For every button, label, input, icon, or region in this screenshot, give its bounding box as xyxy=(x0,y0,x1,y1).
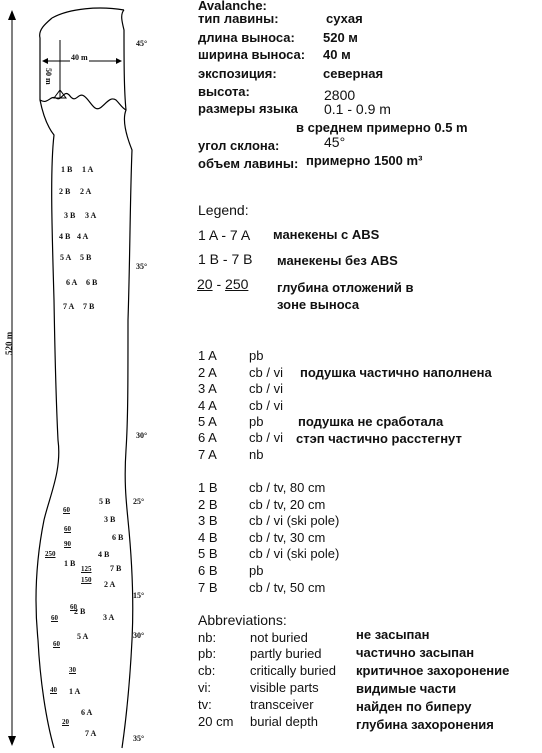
abbreviations-title: Abbreviations: xyxy=(198,612,287,628)
dummy-marker: 2 A xyxy=(104,580,116,589)
param-label: размеры языка xyxy=(198,101,298,116)
param-value: 2800 xyxy=(324,87,356,103)
dummy-id: 3 A xyxy=(198,381,217,396)
dummy-id: 1 B xyxy=(198,480,218,495)
dummy-marker: 3 B xyxy=(64,211,76,220)
dummy-marker: 6 A xyxy=(81,708,93,717)
param-value: северная xyxy=(323,66,384,81)
depth-value: 250 xyxy=(45,550,56,558)
dummy-code: cb / vi (ski pole) xyxy=(249,546,340,561)
arrow-down-icon xyxy=(8,736,16,746)
dummy-marker: 6 B xyxy=(112,533,124,542)
slope-angle: 35° xyxy=(136,262,148,271)
avalanche-title: Avalanche: xyxy=(198,0,267,13)
dummy-id: 3 B xyxy=(198,513,218,528)
param-value: сухая xyxy=(326,11,363,26)
abbr-key: cb: xyxy=(198,663,216,678)
dummy-id: 2 A xyxy=(198,365,217,380)
legend-title: Legend: xyxy=(198,202,249,218)
depth-value: 60 xyxy=(53,640,60,648)
dummy-marker: 7 A xyxy=(85,729,97,738)
dummy-id: 6 B xyxy=(198,563,218,578)
param-label: ширина выноса: xyxy=(198,47,306,62)
dummy-code: cb / vi xyxy=(249,365,283,380)
abbr-key: vi: xyxy=(198,680,211,695)
dummy-marker: 7 B xyxy=(83,302,95,311)
dummy-code: cb / vi xyxy=(249,398,283,413)
slope-angle: 45° xyxy=(136,39,148,48)
dummy-code: cb / tv, 80 cm xyxy=(249,480,326,495)
dummy-code: cb / tv, 20 cm xyxy=(249,497,326,512)
param-label: высота: xyxy=(198,84,250,99)
dummy-marker: 4 B xyxy=(98,550,110,559)
depth-value: 60 xyxy=(51,614,58,622)
depth-value: 125 xyxy=(81,565,92,573)
dummy-marker: 2 A xyxy=(80,187,92,196)
param-label: объем лавины: xyxy=(198,156,299,171)
legend-key: 1 B - 7 B xyxy=(198,251,253,267)
length-label: 520 m xyxy=(4,331,14,355)
abbr-key: 20 cm xyxy=(198,714,234,729)
abbr-ru: видимые части xyxy=(356,681,457,696)
dummy-id: 4 B xyxy=(198,530,218,545)
dummy-marker: 4 A xyxy=(77,232,89,241)
abbr-ru: частично засыпан xyxy=(356,645,475,660)
dummy-marker: 5 A xyxy=(60,253,72,262)
dummy-marker: 4 B xyxy=(59,232,71,241)
depth-value: 30 xyxy=(69,666,76,674)
abbr-key: nb: xyxy=(198,630,217,645)
depth-value: 20 xyxy=(62,718,69,726)
slope-angle: 30° xyxy=(136,431,148,440)
slope-angle: 25° xyxy=(133,497,145,506)
param-value: 520 м xyxy=(323,30,358,45)
dummy-code: cb / tv, 30 cm xyxy=(249,530,326,545)
param-label: длина выноса: xyxy=(198,30,295,45)
dummy-marker: 2 B xyxy=(59,187,71,196)
dummy-marker: 1 B xyxy=(64,559,76,568)
abbr-ru: критичное захоронение xyxy=(356,663,510,678)
dummy-note: стэп частично расстегнут xyxy=(296,431,462,446)
param-label: экспозиция: xyxy=(198,66,277,81)
legend-depth-min: 20 xyxy=(197,276,213,292)
abbr-en: transceiver xyxy=(250,697,314,712)
abbr-ru: глубина захоронения xyxy=(356,717,494,732)
average-note: в среднем примерно 0.5 m xyxy=(296,120,468,135)
abbr-en: burial depth xyxy=(250,714,318,729)
legend-depth-max: 250 xyxy=(225,276,249,292)
legend-desc: глубина отложений в xyxy=(277,280,414,295)
width-label: 40 m xyxy=(71,53,88,62)
dummy-marker: 1 A xyxy=(69,687,81,696)
dummy-marker: 1 A xyxy=(82,165,94,174)
abbr-key: tv: xyxy=(198,697,212,712)
dummy-marker: 6 B xyxy=(86,278,98,287)
dummy-marker: 5 A xyxy=(77,632,89,641)
depth-value: 60 xyxy=(64,525,71,533)
param-value: 40 м xyxy=(323,47,351,62)
dummy-id: 5 B xyxy=(198,546,218,561)
dummy-marker: 3 A xyxy=(103,613,115,622)
dummy-marker: 5 B xyxy=(80,253,92,262)
dummy-note: подушка не сработала xyxy=(298,414,444,429)
crown-line xyxy=(52,8,124,18)
legend-depth-sep: - xyxy=(212,276,226,292)
dummy-marker: 7 B xyxy=(110,564,122,573)
slope-angle: 15° xyxy=(133,591,145,600)
dummy-marker: 3 A xyxy=(85,211,97,220)
abbr-ru: найден по биперу xyxy=(356,699,472,714)
dummy-id: 4 A xyxy=(198,398,217,413)
abbr-en: not buried xyxy=(250,630,308,645)
arrow-up-icon xyxy=(8,10,16,20)
depth-value: 90 xyxy=(64,540,71,548)
param-value: примерно 1500 m³ xyxy=(306,153,423,168)
abbr-en: partly buried xyxy=(250,646,322,661)
dummy-code: pb xyxy=(249,414,264,429)
abbr-en: critically buried xyxy=(250,663,336,678)
legend-depth-key xyxy=(197,276,248,292)
legend-key: 1 A - 7 A xyxy=(198,227,251,243)
dummy-code: cb / vi xyxy=(249,381,283,396)
param-value: 45° xyxy=(324,134,346,150)
dummy-id: 6 A xyxy=(198,430,217,445)
fracture-line xyxy=(40,93,126,110)
dummy-marker: 5 B xyxy=(99,497,111,506)
depth-value: 60 xyxy=(70,603,77,611)
legend-desc: манекены с ABS xyxy=(273,227,380,242)
dummy-id: 7 A xyxy=(198,447,217,462)
dummy-marker: 2 B xyxy=(74,607,86,616)
dummy-code: pb xyxy=(249,563,264,578)
dummy-marker: 6 A xyxy=(66,278,78,287)
arrow-right-icon xyxy=(116,58,122,64)
slope-angle: 30° xyxy=(133,631,145,640)
depth-value: 60 xyxy=(63,506,70,514)
dummy-id: 2 B xyxy=(198,497,218,512)
dummy-marker: 1 B xyxy=(61,165,73,174)
dummy-marker: 3 B xyxy=(104,515,116,524)
param-label: тип лавины: xyxy=(198,11,279,26)
legend-desc: манекены без ABS xyxy=(277,253,398,268)
slope-angle: 35° xyxy=(133,734,145,743)
dummy-code: cb / vi xyxy=(249,430,283,445)
depth-value: 40 xyxy=(50,686,57,694)
param-label: угол склона: xyxy=(198,138,280,153)
dummy-code: nb xyxy=(249,447,264,462)
abbr-ru: не засыпан xyxy=(356,627,430,642)
crown-label: 50 m xyxy=(44,68,53,85)
dummy-note: подушка частично наполнена xyxy=(300,365,492,380)
dummy-code: cb / tv, 50 cm xyxy=(249,580,326,595)
arrow-left-icon xyxy=(42,58,48,64)
dummy-id: 1 A xyxy=(198,348,217,363)
dummy-id: 7 B xyxy=(198,580,218,595)
depth-value: 150 xyxy=(81,576,92,584)
abbr-en: visible parts xyxy=(250,680,319,695)
dummy-id: 5 A xyxy=(198,414,217,429)
dummy-code: cb / vi (ski pole) xyxy=(249,513,340,528)
dummy-code: pb xyxy=(249,348,264,363)
legend-desc-line2: зоне выноса xyxy=(277,297,360,312)
param-value: 0.1 - 0.9 m xyxy=(324,101,391,117)
dummy-marker: 7 A xyxy=(63,302,75,311)
abbr-key: pb: xyxy=(198,646,217,661)
